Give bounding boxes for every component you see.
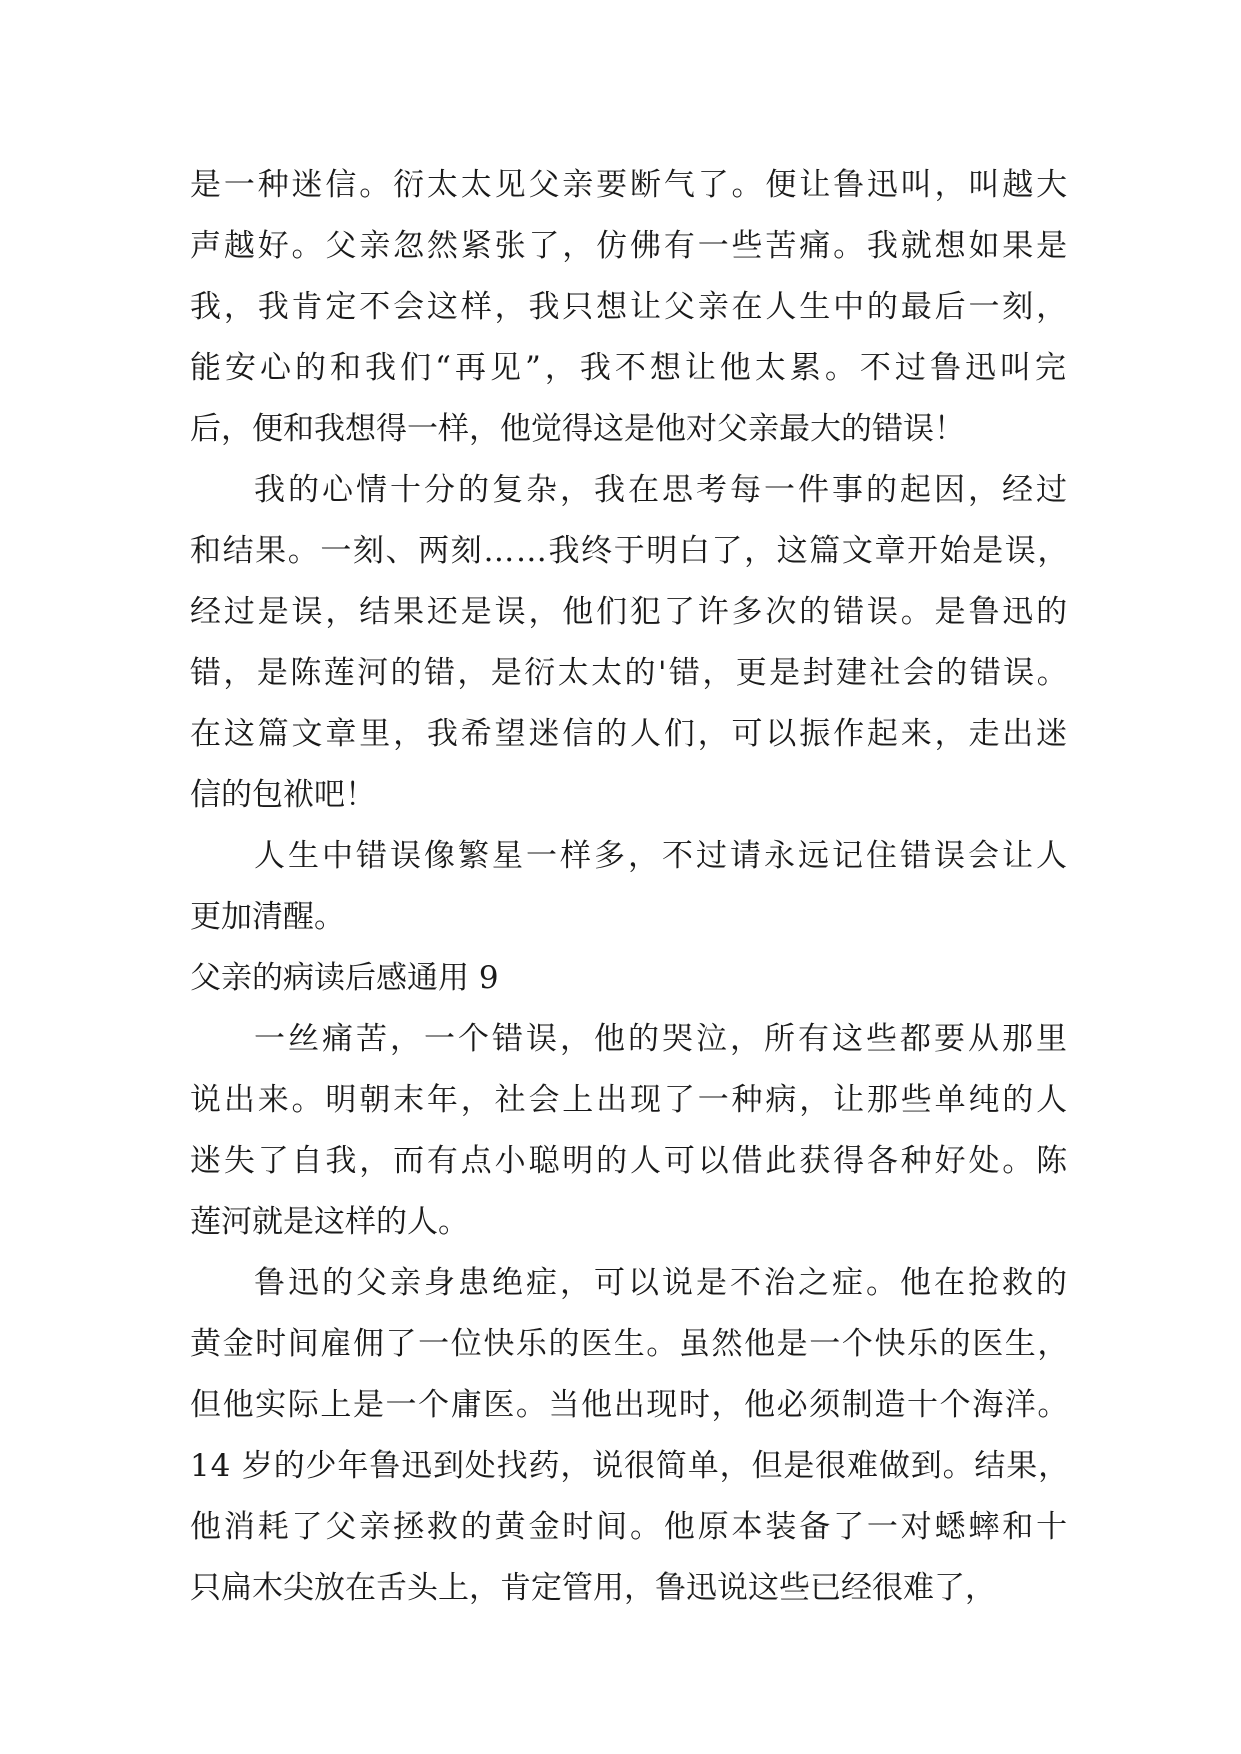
section-heading: 父亲的病读后感通用 9	[190, 960, 499, 996]
text-line: 我，我肯定不会这样，我只想让父亲在人生中的最后一刻，	[190, 289, 1070, 325]
text-line: 我的心情十分的复杂，我在思考每一件事的起因，经过	[254, 472, 1070, 508]
text-line: 但他实际上是一个庸医。当他出现时，他必须制造十个海洋。	[190, 1387, 1070, 1423]
text-line: 鲁迅的父亲身患绝症，可以说是不治之症。他在抢救的	[254, 1265, 1070, 1301]
text-line: 声越好。父亲忽然紧张了，仿佛有一些苦痛。我就想如果是	[190, 228, 1070, 264]
text-line: 能安心的和我们“再见”，我不想让他太累。不过鲁迅叫完	[190, 350, 1070, 386]
text-line: 人生中错误像繁星一样多，不过请永远记住错误会让人	[254, 838, 1070, 874]
text-line: 说出来。明朝末年，社会上出现了一种病，让那些单纯的人	[190, 1082, 1070, 1118]
paragraph	[190, 155, 1070, 460]
paragraph	[190, 1009, 1070, 1253]
paragraph	[190, 460, 1070, 826]
text-line: 后，便和我想得一样，他觉得这是他对父亲最大的错误！	[190, 411, 965, 447]
text-line: 一丝痛苦，一个错误，他的哭泣，所有这些都要从那里	[254, 1021, 1070, 1057]
text-line: 他消耗了父亲拯救的黄金时间。他原本装备了一对蟋蟀和十	[190, 1509, 1070, 1545]
paragraph	[190, 1253, 1070, 1619]
text-line: 经过是误，结果还是误，他们犯了许多次的错误。是鲁迅的	[190, 594, 1070, 630]
document-body	[190, 155, 1070, 1619]
text-line: 黄金时间雇佣了一位快乐的医生。虽然他是一个快乐的医生，	[190, 1326, 1070, 1362]
text-line: 错，是陈莲河的错，是衍太太的'错，更是封建社会的错误。	[190, 655, 1070, 691]
text-line: 迷失了自我，而有点小聪明的人可以借此获得各种好处。陈	[190, 1143, 1070, 1179]
paragraph	[190, 826, 1070, 948]
text-line: 14 岁的少年鲁迅到处找药，说很简单，但是很难做到。结果，	[190, 1448, 1070, 1484]
text-line: 只扁木尖放在舌头上，肯定管用，鲁迅说这些已经很难了，	[190, 1570, 996, 1606]
text-line: 在这篇文章里，我希望迷信的人们，可以振作起来，走出迷	[190, 716, 1070, 752]
text-line: 信的包袱吧！	[190, 777, 376, 813]
text-line: 和结果。一刻、两刻……我终于明白了，这篇文章开始是误，	[190, 533, 1070, 569]
text-line: 是一种迷信。衍太太见父亲要断气了。便让鲁迅叫，叫越大	[190, 167, 1070, 203]
text-line: 莲河就是这样的人。	[190, 1204, 469, 1240]
text-line: 更加清醒。	[190, 899, 345, 935]
